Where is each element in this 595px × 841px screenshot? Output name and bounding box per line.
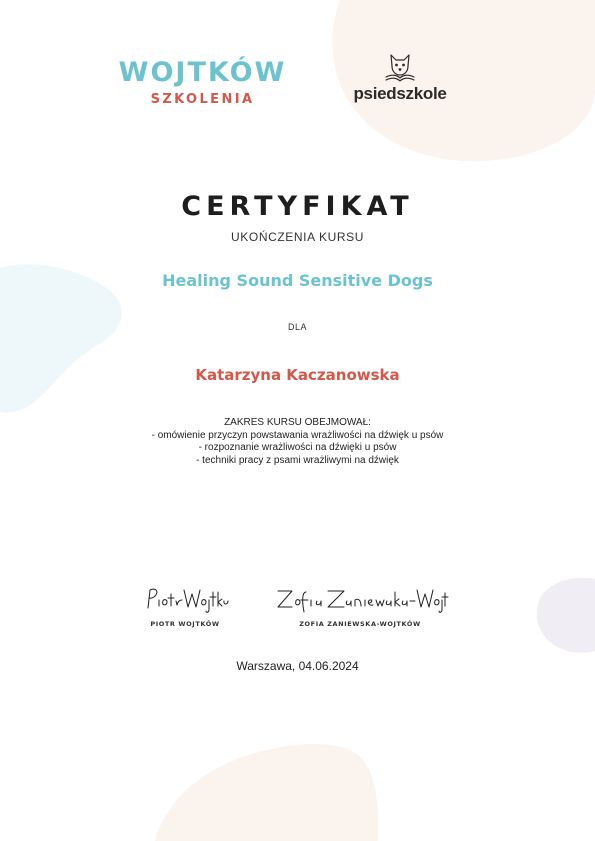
signature-block-piotr (130, 582, 240, 628)
recipient-name: Katarzyna Kaczanowska (195, 366, 400, 384)
place-and-date: Warszawa, 04.06.2024 (236, 659, 359, 673)
certificate-title: CERTYFIKAT (181, 191, 414, 222)
handwritten-signature-zofia (270, 582, 450, 616)
signatory-name: ZOFIA ZANIEWSKA-WOJTKÓW (299, 620, 421, 628)
certificate-subtitle: UKOŃCZENIA KURSU (231, 230, 364, 244)
wojtkow-szkolenia-logo (100, 58, 305, 109)
course-scope-item: - rozpoznanie wrażliwości na dźwięki u psów (198, 442, 397, 453)
signature-block-zofia (262, 582, 458, 628)
course-scope-heading: ZAKRES KURSU OBEJMOWAŁ: (224, 417, 371, 428)
background-blob-right (530, 575, 595, 655)
logo-psiedszkole-text: psiedszkole (353, 84, 447, 103)
course-scope-item: - techniki pracy z psami wrażliwymi na dźwięk (196, 454, 399, 466)
course-scope (0, 417, 595, 467)
background-blob-bottom (150, 742, 380, 841)
course-scope-item: - omówienie przyczyn powstawania wrażliwości na dźwięk u psów (151, 429, 444, 441)
handwritten-signature-piotr (140, 582, 230, 616)
logo-wojtkow-text: WOJTKÓW (118, 57, 287, 88)
signatory-name: PIOTR WOJTKÓW (150, 620, 220, 628)
for-label: DLA (287, 322, 307, 332)
dog-book-icon (380, 50, 420, 84)
course-name: Healing Sound Sensitive Dogs (162, 271, 433, 290)
logo-szkolenia-text: SZKOLENIA (150, 92, 255, 107)
psiedszkole-logo (340, 50, 460, 104)
